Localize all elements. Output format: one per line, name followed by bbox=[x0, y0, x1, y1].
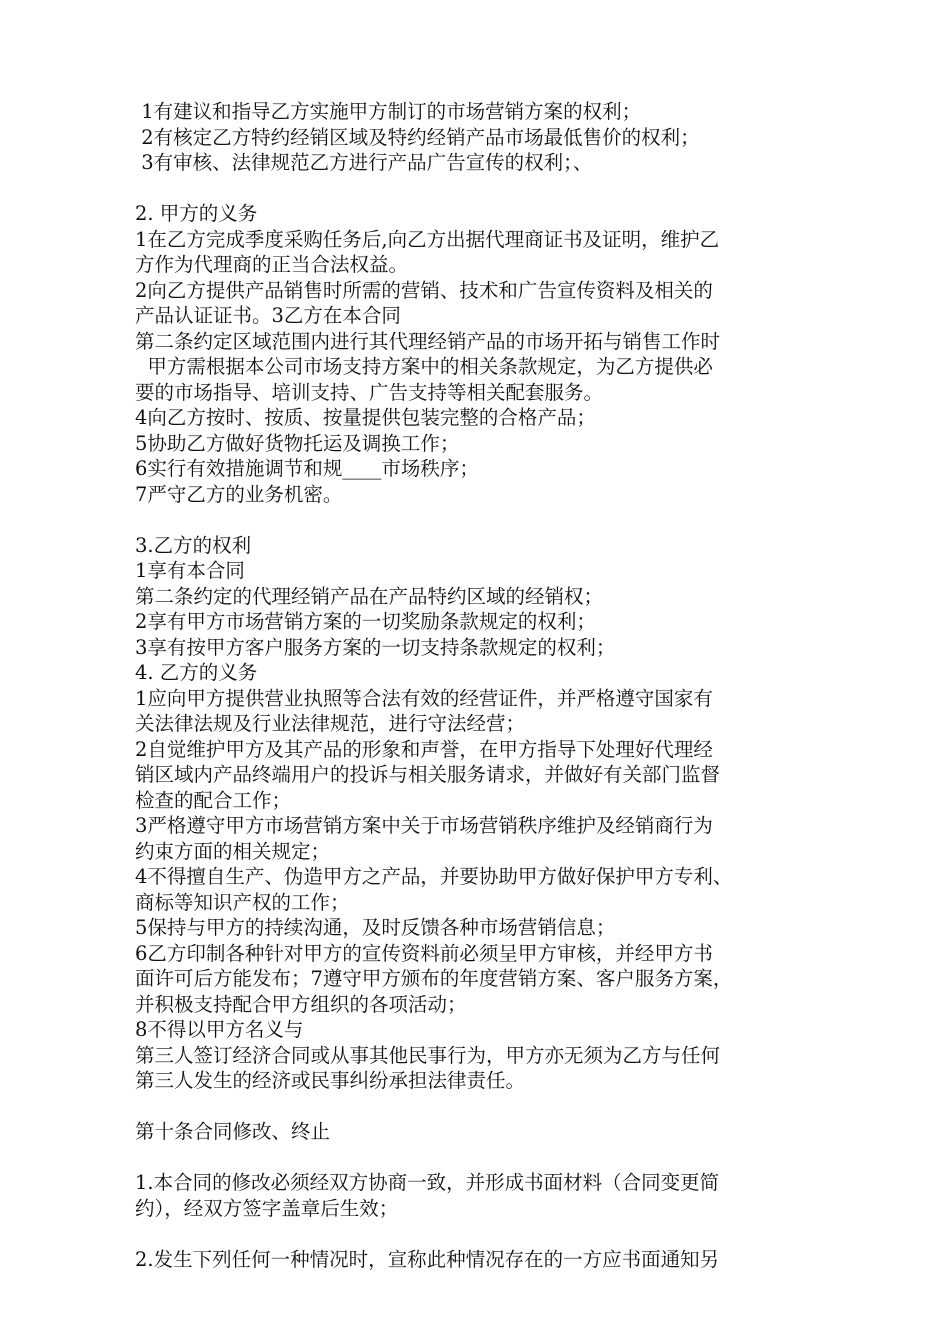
text-line: 6实行有效措施调节和规____市场秩序； bbox=[135, 457, 479, 480]
text-line: 8不得以甲方名义与 bbox=[135, 1018, 304, 1041]
text-line: 关法律法规及行业法律规范，进行守法经营； bbox=[135, 712, 526, 735]
text-line: 7严守乙方的业务机密。 bbox=[135, 482, 343, 506]
text-line: 第三人发生的经济或民事纠纷承担法律责任。 bbox=[135, 1069, 526, 1092]
text-line: 6乙方印制各种针对甲方的宣传资料前必须呈甲方审核，并经甲方书 bbox=[135, 941, 713, 965]
text-line: 约束方面的相关规定； bbox=[135, 839, 331, 863]
section-heading: 4. 乙方的义务 bbox=[135, 661, 258, 684]
article-heading: 第十条合同修改、终止 bbox=[135, 1120, 331, 1143]
blank-line bbox=[135, 1094, 835, 1120]
text-line: 方作为代理商的正当合法权益。 bbox=[135, 253, 409, 276]
blank-line bbox=[135, 176, 835, 202]
text-line: 2.发生下列任何一种情况时，宣称此种情况存在的一方应书面通知另 bbox=[135, 1247, 720, 1271]
text-line: 产品认证证书。3乙方在本合同 bbox=[135, 304, 401, 327]
text-line: 4不得擅自生产、伪造甲方之产品，并要协助甲方做好保护甲方专利、 bbox=[135, 865, 733, 888]
text-line: 5协助乙方做好货物托运及调换工作； bbox=[135, 431, 460, 455]
text-line: 销区域内产品终端用户的投诉与相关服务请求，并做好有关部门监督 bbox=[135, 763, 721, 786]
text-line: 3享有按甲方客户服务方案的一切支持条款规定的权利； bbox=[135, 635, 616, 659]
blank-line bbox=[135, 1145, 835, 1171]
text-line: 面许可后方能发布；7遵守甲方颁布的年度营销方案、客户服务方案， bbox=[135, 967, 733, 990]
text-line: 5保持与甲方的持续沟通，及时反馈各种市场营销信息； bbox=[135, 916, 616, 939]
section-heading: 2. 甲方的义务 bbox=[135, 202, 258, 225]
text-line: 检查的配合工作； bbox=[135, 788, 292, 812]
section-heading: 3.乙方的权利 bbox=[135, 533, 252, 557]
text-line: 第二条约定的代理经销产品在产品特约区域的经销权； bbox=[135, 584, 604, 608]
text-line: 1.本合同的修改必须经双方协商一致，并形成书面材料（合同变更简 bbox=[135, 1171, 720, 1194]
text-line: 1有建议和指导乙方实施甲方制订的市场营销方案的权利； bbox=[135, 100, 642, 123]
text-line: 4向乙方按时、按质、按量提供包装完整的合格产品； bbox=[135, 406, 596, 429]
text-line: 第二条约定区域范围内进行其代理经销产品的市场开拓与销售工作时 bbox=[135, 329, 721, 353]
text-line: 甲方需根据本公司市场支持方案中的相关条款规定，为乙方提供必 bbox=[135, 355, 713, 378]
text-line: 2自觉维护甲方及其产品的形象和声誉，在甲方指导下处理好代理经 bbox=[135, 737, 713, 761]
text-line: 1应向甲方提供营业执照等合法有效的经营证件，并严格遵守国家有 bbox=[135, 686, 713, 710]
text-line: 2有核定乙方特约经销区域及特约经销产品市场最低售价的权利； bbox=[135, 125, 700, 149]
text-line: 3严格遵守甲方市场营销方案中关于市场营销秩序维护及经销商行为 bbox=[135, 814, 713, 837]
text-line: 2向乙方提供产品销售时所需的营销、技术和广告宣传资料及相关的 bbox=[135, 278, 713, 302]
text-line: 并积极支持配合甲方组织的各项活动； bbox=[135, 992, 467, 1016]
text-line: 商标等知识产权的工作； bbox=[135, 890, 350, 914]
text-line: 第三人签订经济合同或从事其他民事行为，甲方亦无须为乙方与任何 bbox=[135, 1043, 721, 1067]
text-line: 2享有甲方市场营销方案的一切奖励条款规定的权利； bbox=[135, 610, 596, 633]
text-line: 1在乙方完成季度采购任务后,向乙方出据代理商证书及证明，维护乙 bbox=[135, 227, 720, 251]
text-line: 约），经双方签字盖章后生效； bbox=[135, 1196, 399, 1220]
blank-line bbox=[135, 1221, 835, 1247]
blank-line bbox=[135, 507, 835, 533]
text-line: 要的市场指导、培训支持、广告支持等相关配套服务。 bbox=[135, 380, 604, 404]
document-body bbox=[135, 99, 835, 1272]
text-line: 1享有本合同 bbox=[135, 559, 245, 582]
text-line: 3有审核、法律规范乙方进行产品广告宣传的权利；、 bbox=[135, 151, 593, 174]
